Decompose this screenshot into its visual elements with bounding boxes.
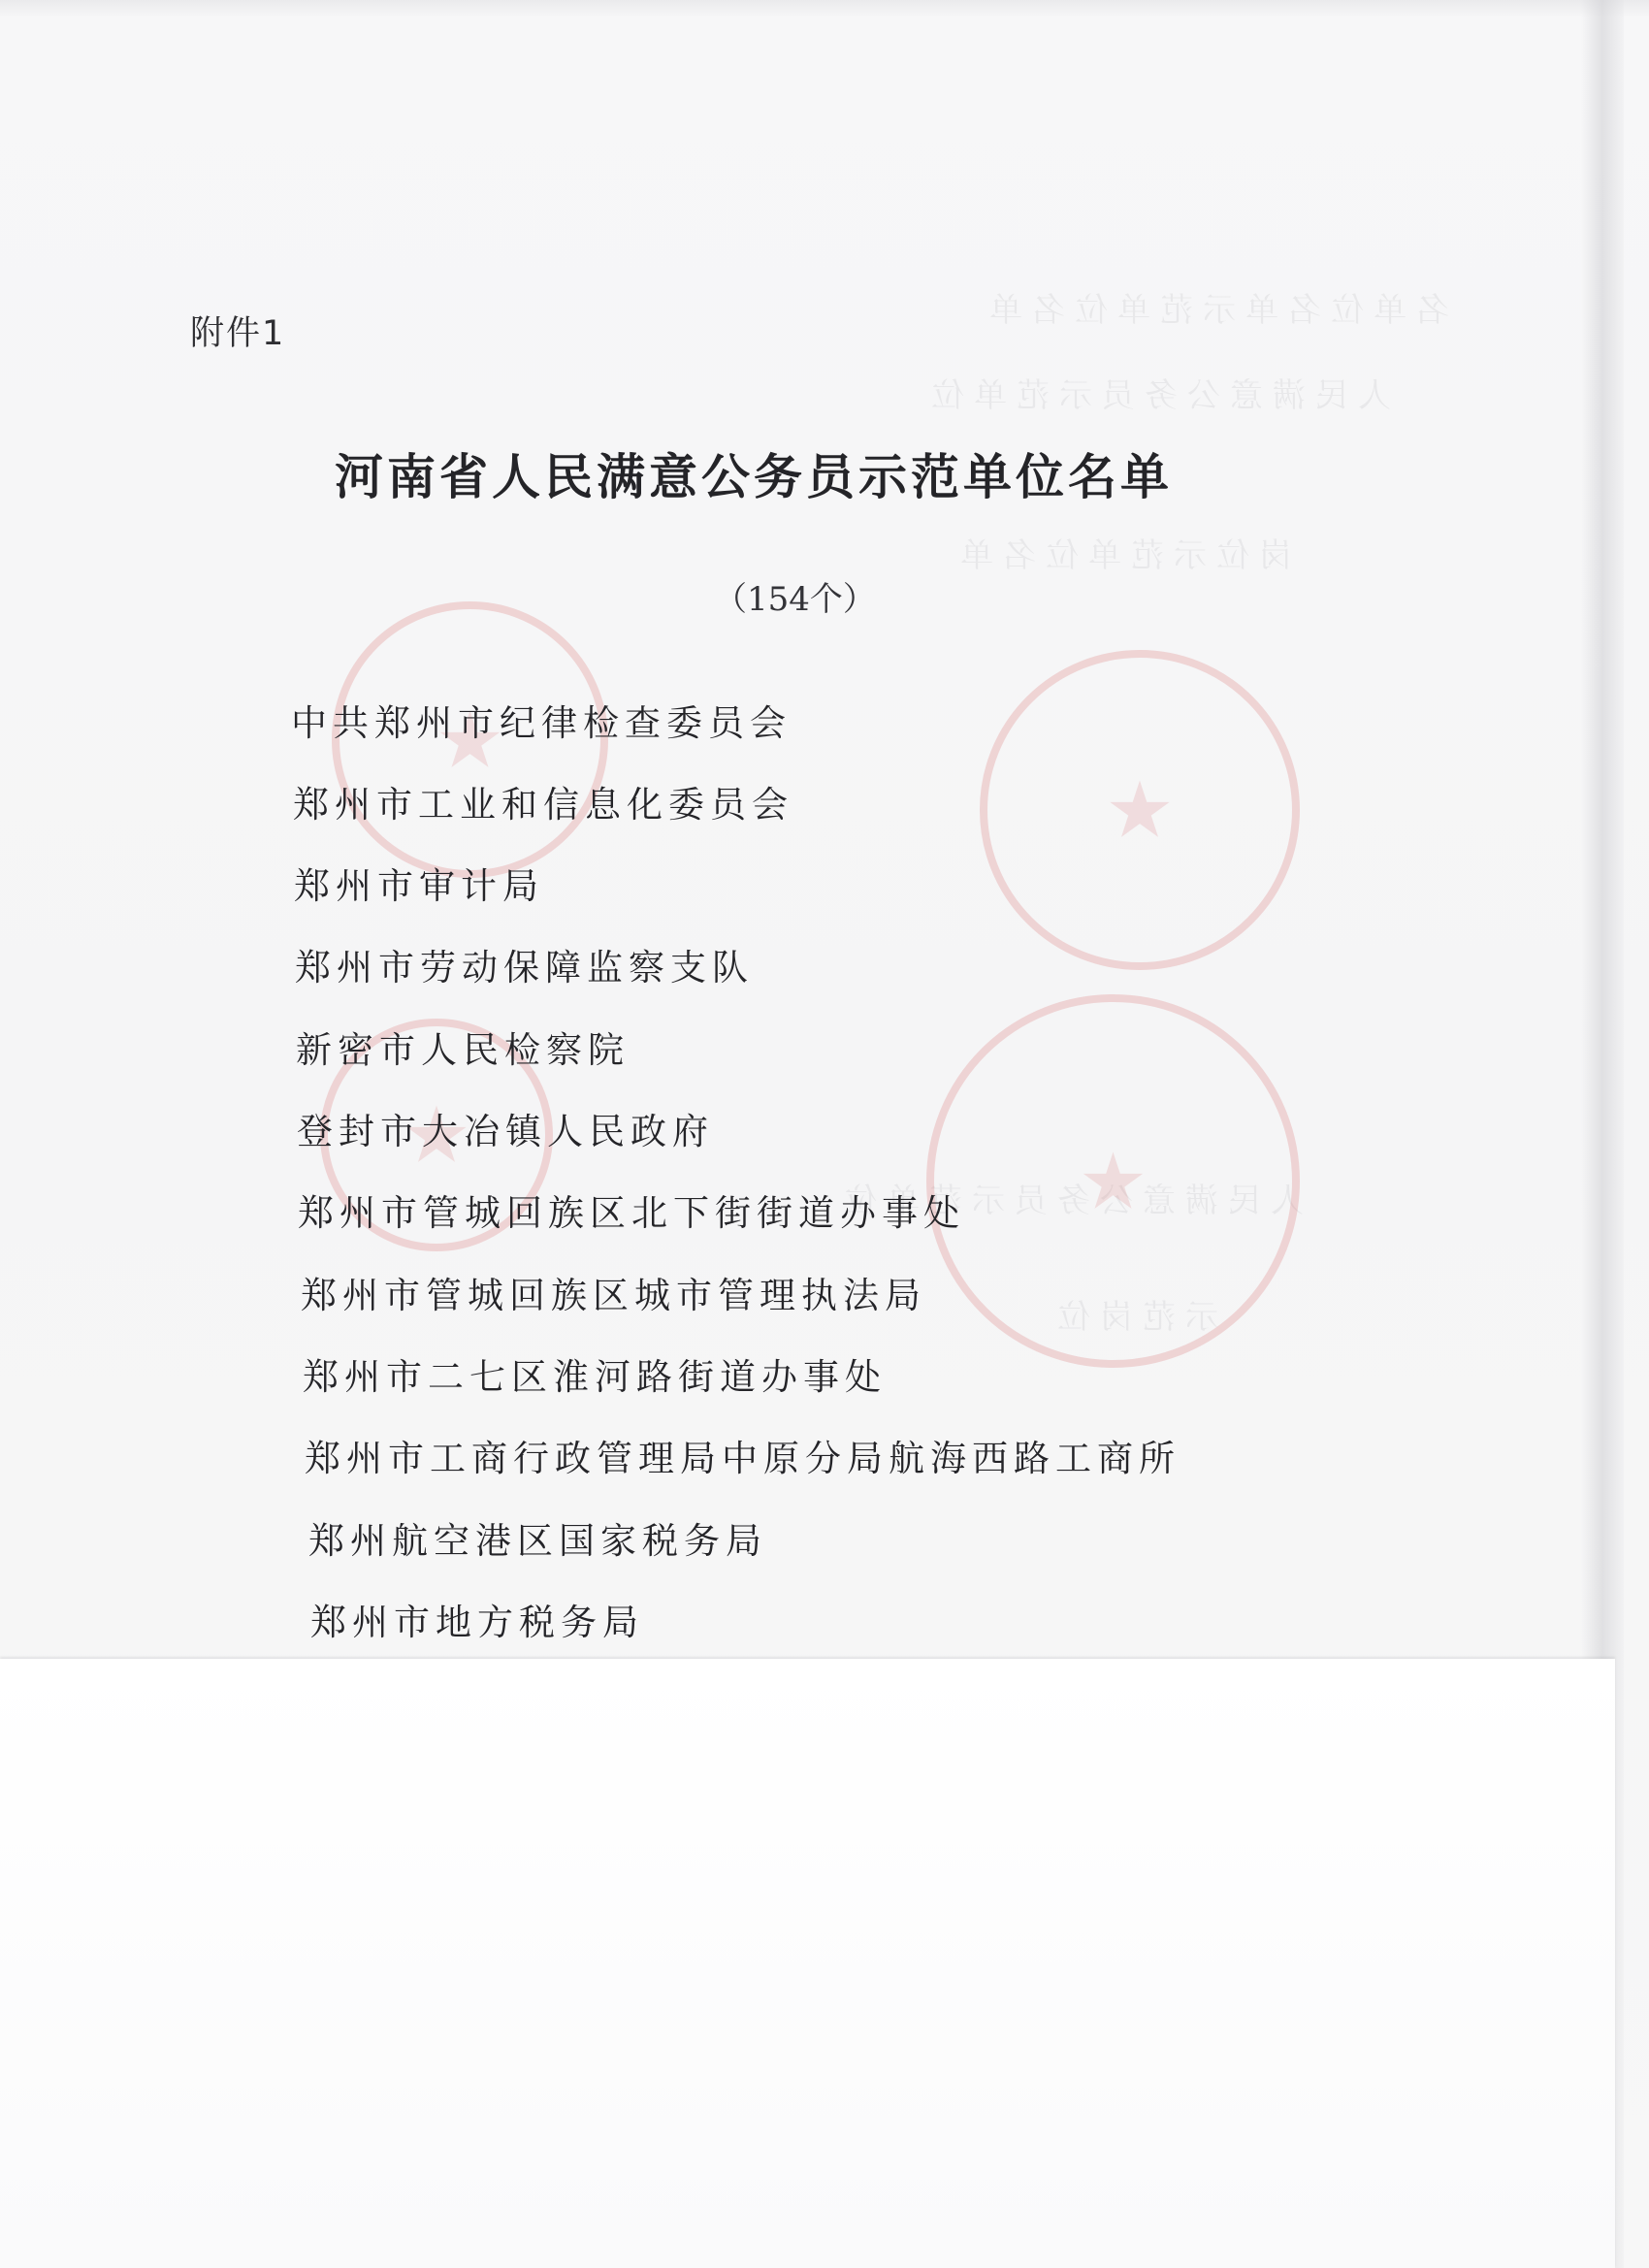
bleed-through-text: 岗位示范单位名单 [951,536,1292,575]
red-seal-stamp [980,650,1300,970]
attachment-label: 附件1 [190,314,286,353]
unit-count: （154个） [714,580,876,619]
unit-list-item: 郑州市管城回族区城市管理执法局 [301,1275,926,1316]
unit-list-item: 登封市大冶镇人民政府 [297,1111,714,1152]
scan-top-shadow [0,0,1649,17]
unit-list-item: 郑州市二七区淮河路街道办事处 [303,1356,887,1398]
unit-list-item: 郑州市审计局 [294,865,544,907]
bleed-through-text: 人民满意公务员示范单位 [922,376,1391,415]
unit-list-item: 郑州市劳动保障监察支队 [295,947,754,988]
unit-list-item: 郑州市工业和信息化委员会 [293,784,793,826]
red-seal-stamp [926,994,1300,1368]
unit-list-item: 郑州航空港区国家税务局 [308,1520,767,1562]
unit-list-item: 新密市人民检察院 [296,1029,630,1071]
unit-list-item: 中共郑州市纪律检查委员会 [291,702,792,744]
unit-list-item: 郑州市管城回族区北下街街道办事处 [298,1192,965,1234]
bleed-through-text: 名单位名单示范单位名单 [980,291,1449,330]
unit-list-item: 郑州市工商行政管理局中原分局航海西路工商所 [305,1438,1180,1479]
unit-list-item: 郑州市地方税务局 [310,1602,644,1643]
bleed-through-text: 人民满意公务员示范单位 [834,1182,1304,1220]
overlay-paper-sheet [0,1659,1615,2268]
bleed-through-text: 示范岗位 [1048,1298,1218,1337]
document-title: 河南省人民满意公务员示范单位名单 [335,448,1173,505]
